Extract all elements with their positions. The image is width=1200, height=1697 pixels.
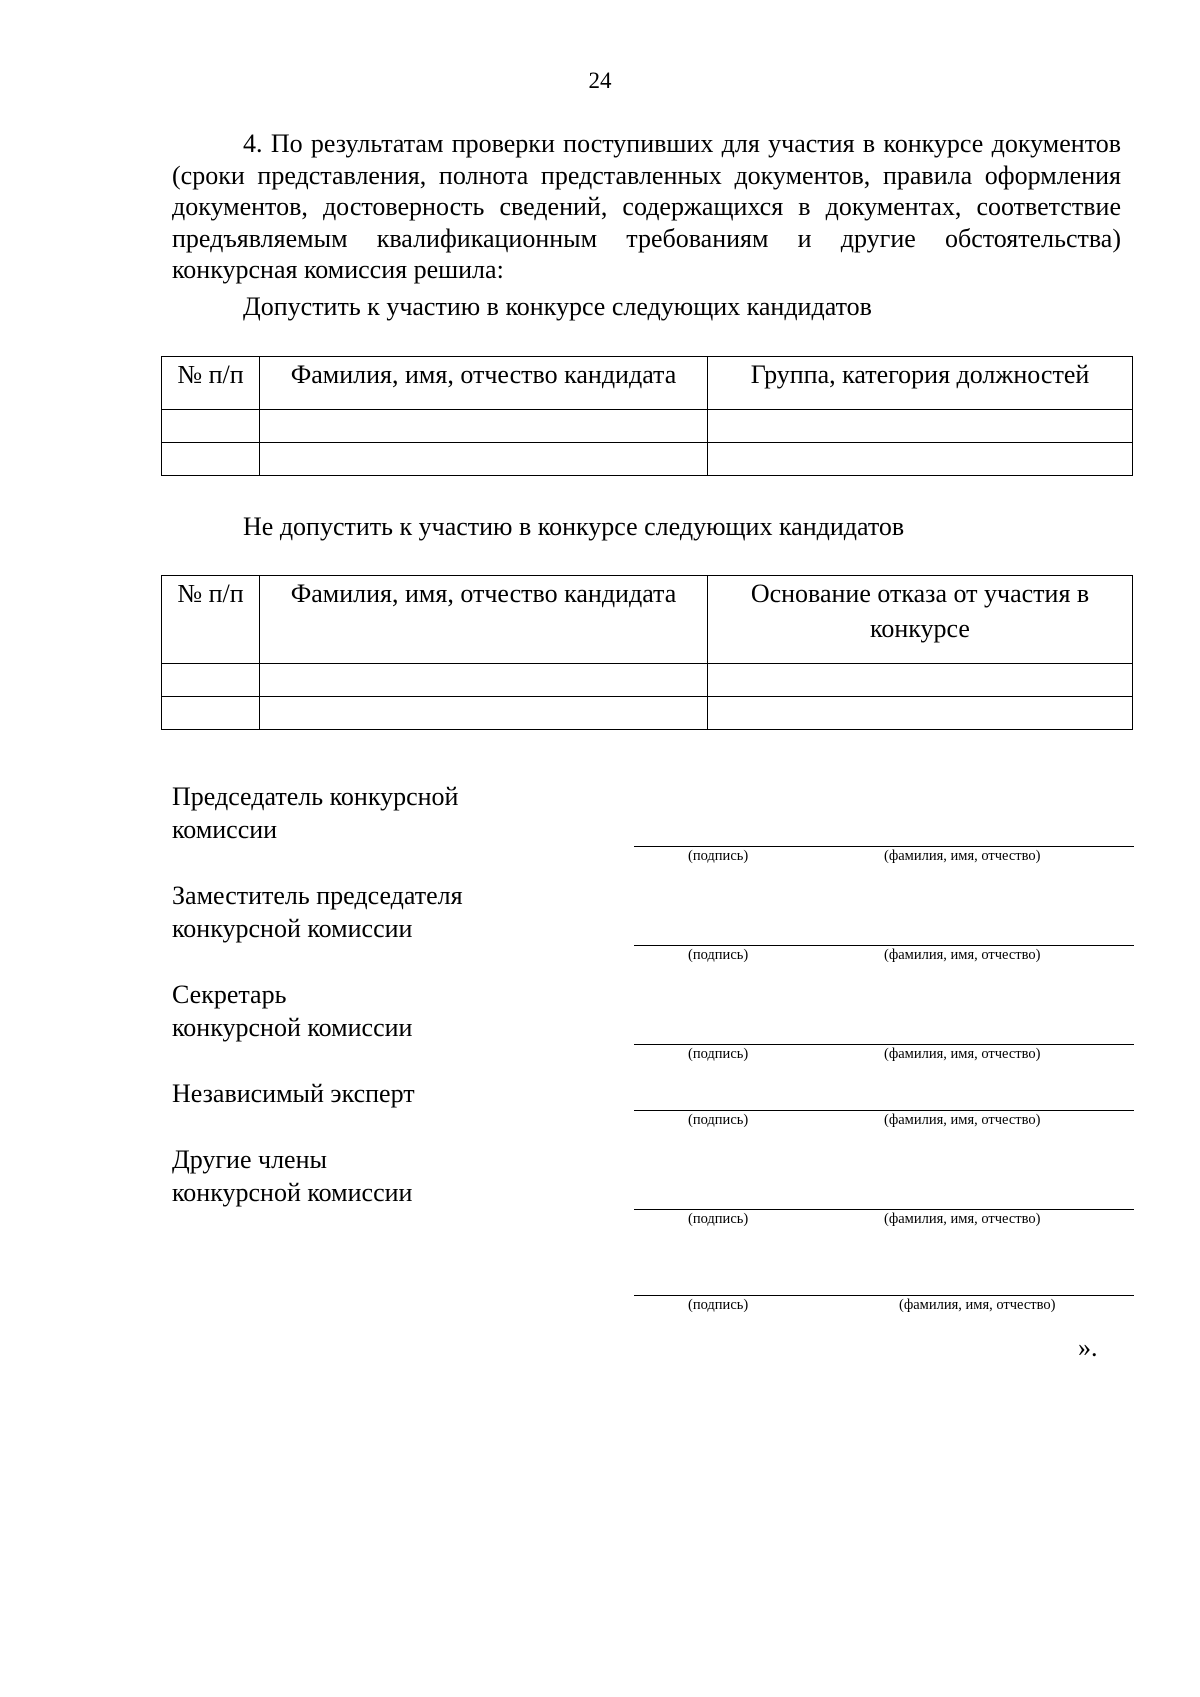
- header-number: № п/п: [162, 576, 260, 664]
- name-caption: (фамилия, имя, отчество): [884, 1112, 1041, 1128]
- table-cell: [260, 410, 708, 443]
- reject-heading: Не допустить к участию в конкурсе следующих кандидатов: [243, 512, 905, 541]
- expert-signature-line: [634, 1110, 1134, 1111]
- secretary-signature-line: [634, 1044, 1134, 1045]
- signature-caption: (подпись): [688, 947, 749, 963]
- member-signature-line: [634, 1295, 1134, 1296]
- table-row: [162, 697, 1133, 730]
- name-caption: (фамилия, имя, отчество): [884, 848, 1041, 864]
- table-cell: [260, 664, 708, 697]
- signature-caption: (подпись): [688, 1297, 749, 1313]
- admitted-candidates-table: [161, 356, 1133, 476]
- table-header-row: [162, 576, 1133, 664]
- table-cell: [708, 697, 1133, 730]
- header-refusal-reason: Основание отказа от участия в конкурсе: [708, 576, 1133, 664]
- table-cell: [708, 664, 1133, 697]
- independent-expert-label: Независимый эксперт: [172, 1079, 415, 1108]
- table-row: [162, 410, 1133, 443]
- rejected-candidates-table: [161, 575, 1133, 730]
- header-candidate-name: Фамилия, имя, отчество кандидата: [260, 576, 708, 664]
- header-number: № п/п: [162, 357, 260, 410]
- deputy-chair-label: Заместитель председателя конкурсной комиссии: [172, 881, 463, 943]
- table-cell: [260, 697, 708, 730]
- signature-caption: (подпись): [688, 1046, 749, 1062]
- chair-signature-line: [634, 846, 1134, 847]
- member-signature-line: [634, 1209, 1134, 1210]
- table-cell: [162, 664, 260, 697]
- table-header-row: [162, 357, 1133, 410]
- table-row: [162, 443, 1133, 476]
- header-candidate-name: Фамилия, имя, отчество кандидата: [260, 357, 708, 410]
- name-caption: (фамилия, имя, отчество): [884, 1046, 1041, 1062]
- other-members-label: Другие члены конкурсной комиссии: [172, 1145, 413, 1207]
- table-cell: [260, 443, 708, 476]
- signature-caption: (подпись): [688, 848, 749, 864]
- table-cell: [162, 443, 260, 476]
- deputy-signature-line: [634, 945, 1134, 946]
- table-row: [162, 664, 1133, 697]
- chair-label: Председатель конкурсной комиссии: [172, 782, 459, 844]
- name-caption: (фамилия, имя, отчество): [884, 1211, 1041, 1227]
- table-cell: [162, 697, 260, 730]
- name-caption: (фамилия, имя, отчество): [899, 1297, 1056, 1313]
- name-caption: (фамилия, имя, отчество): [884, 947, 1041, 963]
- signature-caption: (подпись): [688, 1211, 749, 1227]
- closing-quote-mark: ».: [1078, 1333, 1098, 1362]
- table-cell: [162, 410, 260, 443]
- header-position-group: Группа, категория должностей: [708, 357, 1133, 410]
- table-cell: [708, 410, 1133, 443]
- signature-caption: (подпись): [688, 1112, 749, 1128]
- secretary-label: Секретарь конкурсной комиссии: [172, 980, 413, 1042]
- admit-heading: Допустить к участию в конкурсе следующих кандидатов: [243, 292, 872, 321]
- page-number: 24: [588, 68, 612, 93]
- table-cell: [708, 443, 1133, 476]
- intro-paragraph: 4. По результатам проверки поступивших для участия в конкурсе документов (сроки представления, полнота представленных документов, правила оформления документов, достоверность сведений, содержащихся в документах, соответствие предъявляемым квалификационным требованиям и другие обстоятельства) конкурсная комиссия решила:: [172, 129, 1121, 284]
